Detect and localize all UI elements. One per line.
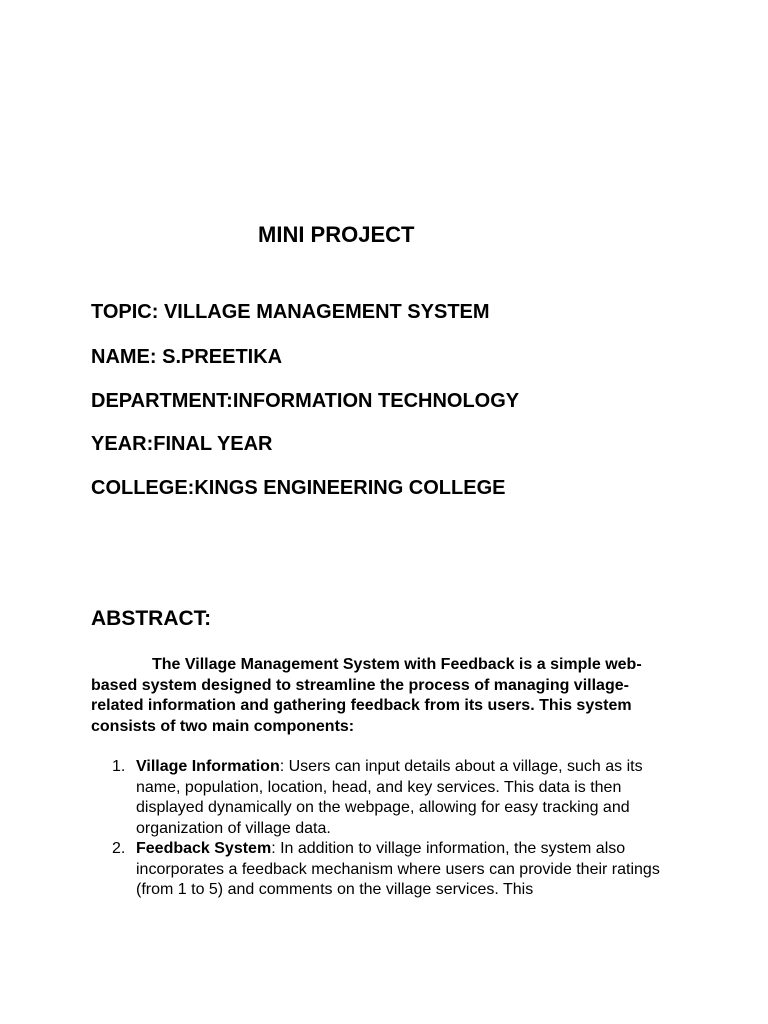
list-item-term: Feedback System xyxy=(136,840,272,857)
list-item xyxy=(91,839,681,901)
topic-field: TOPIC: VILLAGE MANAGEMENT SYSTEM xyxy=(91,301,490,323)
list-item xyxy=(91,757,681,839)
document-title: MINI PROJECT xyxy=(258,222,415,247)
abstract-heading: ABSTRACT: xyxy=(91,607,212,630)
list-item-text: : Users can input details about a village, such as its name, population, location, head, and key services. This data is then displayed dynamically on the webpage, allowing for easy tracking and organization of village data. xyxy=(136,758,643,837)
name-field: NAME: S.PREETIKA xyxy=(91,346,283,368)
components-list xyxy=(91,757,681,901)
abstract-paragraph: The Village Management System with Feedback is a simple web-based system designed to streamline the process of managing village-related information and gathering feedback from its users. This system consists of two main components: xyxy=(91,656,642,735)
list-item-number: 1. xyxy=(112,758,126,775)
college-field: COLLEGE:KINGS ENGINEERING COLLEGE xyxy=(91,477,506,499)
year-field: YEAR:FINAL YEAR xyxy=(91,433,273,455)
list-item-number: 2. xyxy=(112,840,126,857)
list-item-text: : In addition to village information, the system also incorporates a feedback mechanism where users can provide their ratings (from 1 to 5) and comments on the village services. This xyxy=(136,840,660,898)
department-field: DEPARTMENT:INFORMATION TECHNOLOGY xyxy=(91,390,520,412)
list-item-term: Village Information xyxy=(136,758,280,775)
